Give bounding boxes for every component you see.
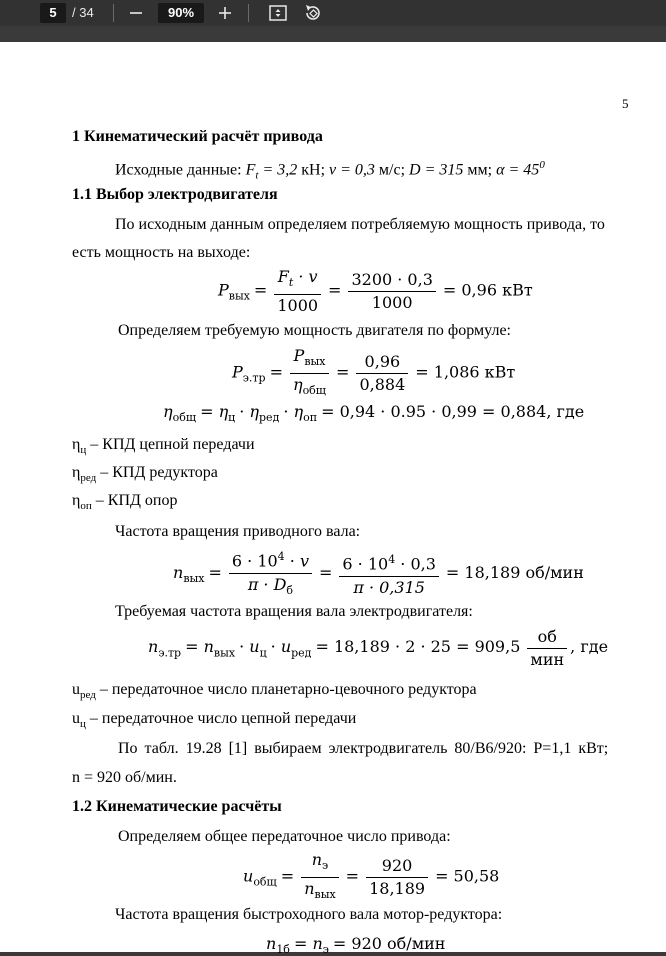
definition-item: $u_{ред}$ – передаточное число планетарно-цевочного редуктора <box>72 681 477 702</box>
fraction: $\frac{6 \cdot 10^4 \cdot v}{\pi \cdot D_б}$ <box>229 548 312 601</box>
fraction: $\frac{6 \cdot 10^4 \cdot 0,3}{\pi \cdot 0,315}$ <box>339 551 439 597</box>
paragraph: Частота вращения приводного вала: <box>115 523 361 540</box>
fraction: $\frac{0,96}{0,884}$ <box>356 353 408 394</box>
zoom-out-button[interactable] <box>125 2 147 24</box>
section-title: 1 Кинематический расчёт привода <box>72 128 323 145</box>
formula-required-motor-speed: $n_{э.тр} = n_{вых} \cdot u_ц \cdot u_{ред} = 18,189 \cdot 2 \cdot 25 = 909,5$ $\frac{об}{\text{мин}}$ , где <box>148 627 609 669</box>
paragraph: есть мощность на выходе: <box>72 244 251 261</box>
fraction: $\frac{n_э}{n_{вых}}$ <box>301 851 338 904</box>
paragraph: Частота вращения быстроходного вала мотор-редуктора: <box>115 906 503 923</box>
definition-item: $\eta_ц$ – КПД цепной передачи <box>72 436 255 457</box>
viewer-gutter <box>0 26 666 42</box>
paragraph: n = 920 об/мин. <box>72 769 177 786</box>
initial-data-line: Исходные данные: $F_t = 3,2$ кН; v = 0,3 м/с; D = 315 мм; $\alpha = 45^0$ <box>115 159 545 182</box>
toolbar-divider <box>248 4 249 22</box>
definition-item: $\eta_{оп}$ – КПД опор <box>72 492 178 513</box>
definition-item: $u_ц$ – передаточное число цепной передачи <box>72 710 357 731</box>
formula-output-speed: $n_{вых}$ = $\frac{6 \cdot 10^4 \cdot v}{\pi \cdot D_б}$ = $\frac{6 \cdot 10^4 \cdot 0,3}{\pi \cdot 0,315}$ = 18,189 об/мин <box>173 548 584 601</box>
page-total-label: / 34 <box>72 5 94 20</box>
paragraph: Определяем требуемую мощность двигателя по формуле: <box>118 322 511 339</box>
subsection-title: 1.1 Выбор электродвигателя <box>72 186 278 203</box>
paragraph: По табл. 19.28 [1] выбираем электродвигатель 80/В6/920: Р=1,1 кВт; <box>118 740 609 757</box>
paragraph: Определяем общее передаточное число привода: <box>118 828 451 845</box>
formula-fast-shaft-speed: $n_{1б} = n_э = 920$ об/мин <box>266 934 446 956</box>
fraction: $\frac{об}{\text{мин}}$ <box>527 628 567 669</box>
page-number-input[interactable]: 5 <box>40 3 66 23</box>
paragraph: По исходным данным определяем потребляемую мощность привода, то <box>115 216 605 233</box>
fraction: $\frac{P_{вых}}{\eta_{общ}}$ <box>290 347 329 400</box>
formula-total-ratio: $u_{общ}$ = $\frac{n_э}{n_{вых}}$ = $\frac{920}{18,189}$ = 50,58 <box>243 851 499 904</box>
fit-page-button[interactable] <box>267 2 289 24</box>
document-page <box>0 42 666 956</box>
formula-output-power: $P_{вых}$ = $\frac{F_t \cdot v}{1000}$ = $\frac{3200 \cdot 0,3}{1000}$ = 0,96 кВт <box>218 267 533 316</box>
viewer-toolbar <box>0 0 666 26</box>
plus-icon <box>214 2 236 24</box>
fraction: $\frac{920}{18,189}$ <box>366 857 428 898</box>
paragraph: Требуемая частота вращения вала электродвигателя: <box>115 603 473 620</box>
definition-item: $\eta_{ред}$ – КПД редуктора <box>72 464 218 485</box>
fraction: $\frac{3200 \cdot 0,3}{1000}$ <box>348 271 435 312</box>
toolbar-divider <box>113 4 114 22</box>
rotate-icon <box>302 2 324 24</box>
fraction: $\frac{F_t \cdot v}{1000}$ <box>274 268 321 315</box>
zoom-in-button[interactable] <box>214 2 236 24</box>
minus-icon <box>125 2 147 24</box>
page-number: 5 <box>622 96 629 111</box>
fit-to-page-icon <box>267 2 289 24</box>
zoom-level-input[interactable]: 90% <box>158 3 204 23</box>
rotate-button[interactable] <box>302 2 324 24</box>
subsection-title: 1.2 Кинематические расчёты <box>72 798 282 815</box>
formula-total-efficiency: $\eta_{общ} = \eta_ц \cdot \eta_{ред} \cdot \eta_{оп} = 0,94 \cdot 0.95 \cdot 0,99 = 0,884$, где <box>163 402 585 425</box>
formula-required-power: $P_{э.тр}$ = $\frac{P_{вых}}{\eta_{общ}}$ = $\frac{0,96}{0,884}$ = 1,086 кВт <box>232 347 515 400</box>
